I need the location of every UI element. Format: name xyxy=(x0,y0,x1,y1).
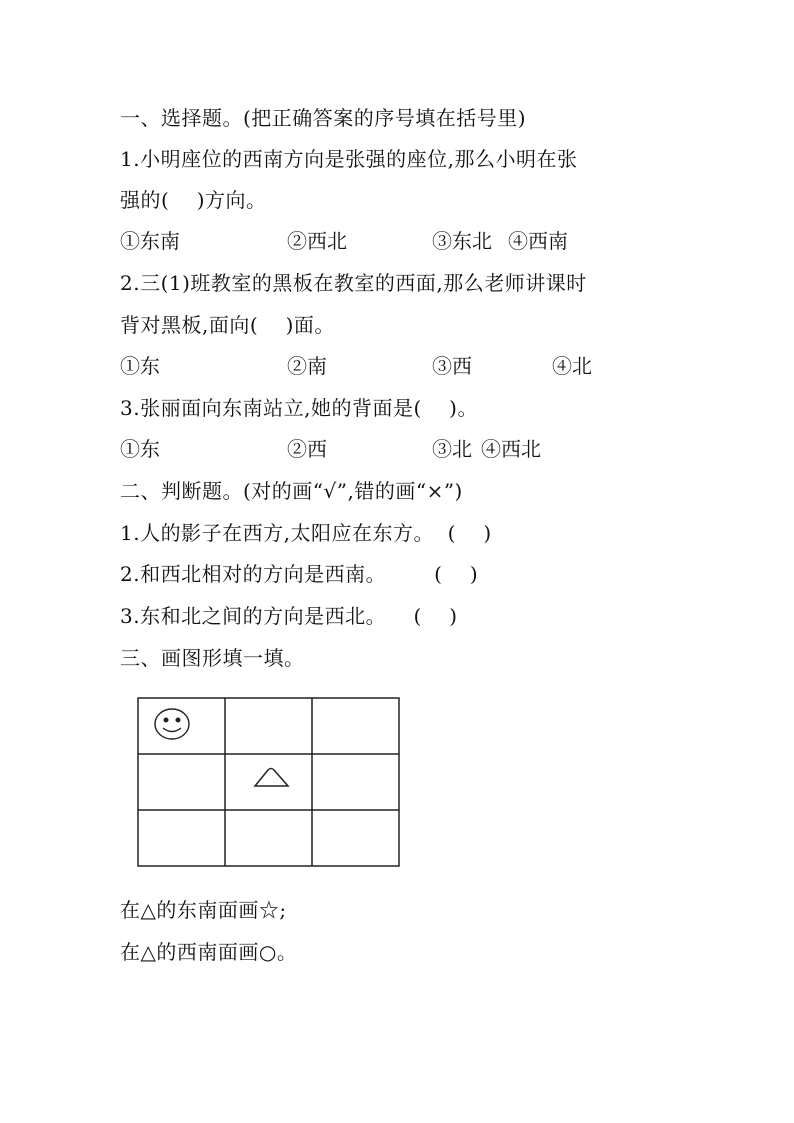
q1-line1: 1.小明座位的西南方向是张强的座位,那么小明在张 xyxy=(120,147,578,171)
judge-item-2: 2.和西北相对的方向是西南。 ( ) xyxy=(120,562,479,586)
q3-option-2: ②西 xyxy=(287,437,327,461)
q1-option-1: ①东南 xyxy=(120,229,180,253)
direction-grid xyxy=(137,697,400,867)
q3-option-1: ①东 xyxy=(120,437,160,461)
q2-option-4: ④北 xyxy=(552,354,592,378)
grid-lines xyxy=(138,698,399,866)
judge-item-3: 3.东和北之间的方向是西北。 ( ) xyxy=(120,604,458,628)
q3-option-4: ④西北 xyxy=(481,437,541,461)
q3-line1: 3.张丽面向东南站立,她的背面是( )。 xyxy=(120,396,478,420)
instruction-star: 在△的东南面画☆; xyxy=(120,898,287,922)
judge-item-1: 1.人的影子在西方,太阳应在东方。 ( ) xyxy=(120,521,492,545)
section2-heading: 二、判断题。(对的画“√”,错的画“×”) xyxy=(120,479,463,503)
q1-option-4: ④西南 xyxy=(508,229,568,253)
q2-option-3: ③西 xyxy=(432,354,472,378)
q2-option-2: ②南 xyxy=(287,354,327,378)
q2-line1: 2.三(1)班教室的黑板在教室的西面,那么老师讲课时 xyxy=(120,271,587,295)
section3-heading: 三、画图形填一填。 xyxy=(120,646,305,670)
q2-option-1: ①东 xyxy=(120,354,160,378)
q3-option-3: ③北 xyxy=(432,437,472,461)
q1-option-2: ②西北 xyxy=(287,229,347,253)
q2-line2: 背对黑板,面向( )面。 xyxy=(120,313,335,337)
q1-line2: 强的( )方向。 xyxy=(120,188,267,212)
section1-heading: 一、选择题。(把正确答案的序号填在括号里) xyxy=(120,106,527,130)
q1-option-3: ③东北 xyxy=(432,229,492,253)
smiley-face-icon xyxy=(155,709,189,739)
triangle-icon xyxy=(255,769,288,787)
instruction-circle: 在△的西南面画○。 xyxy=(120,940,298,964)
